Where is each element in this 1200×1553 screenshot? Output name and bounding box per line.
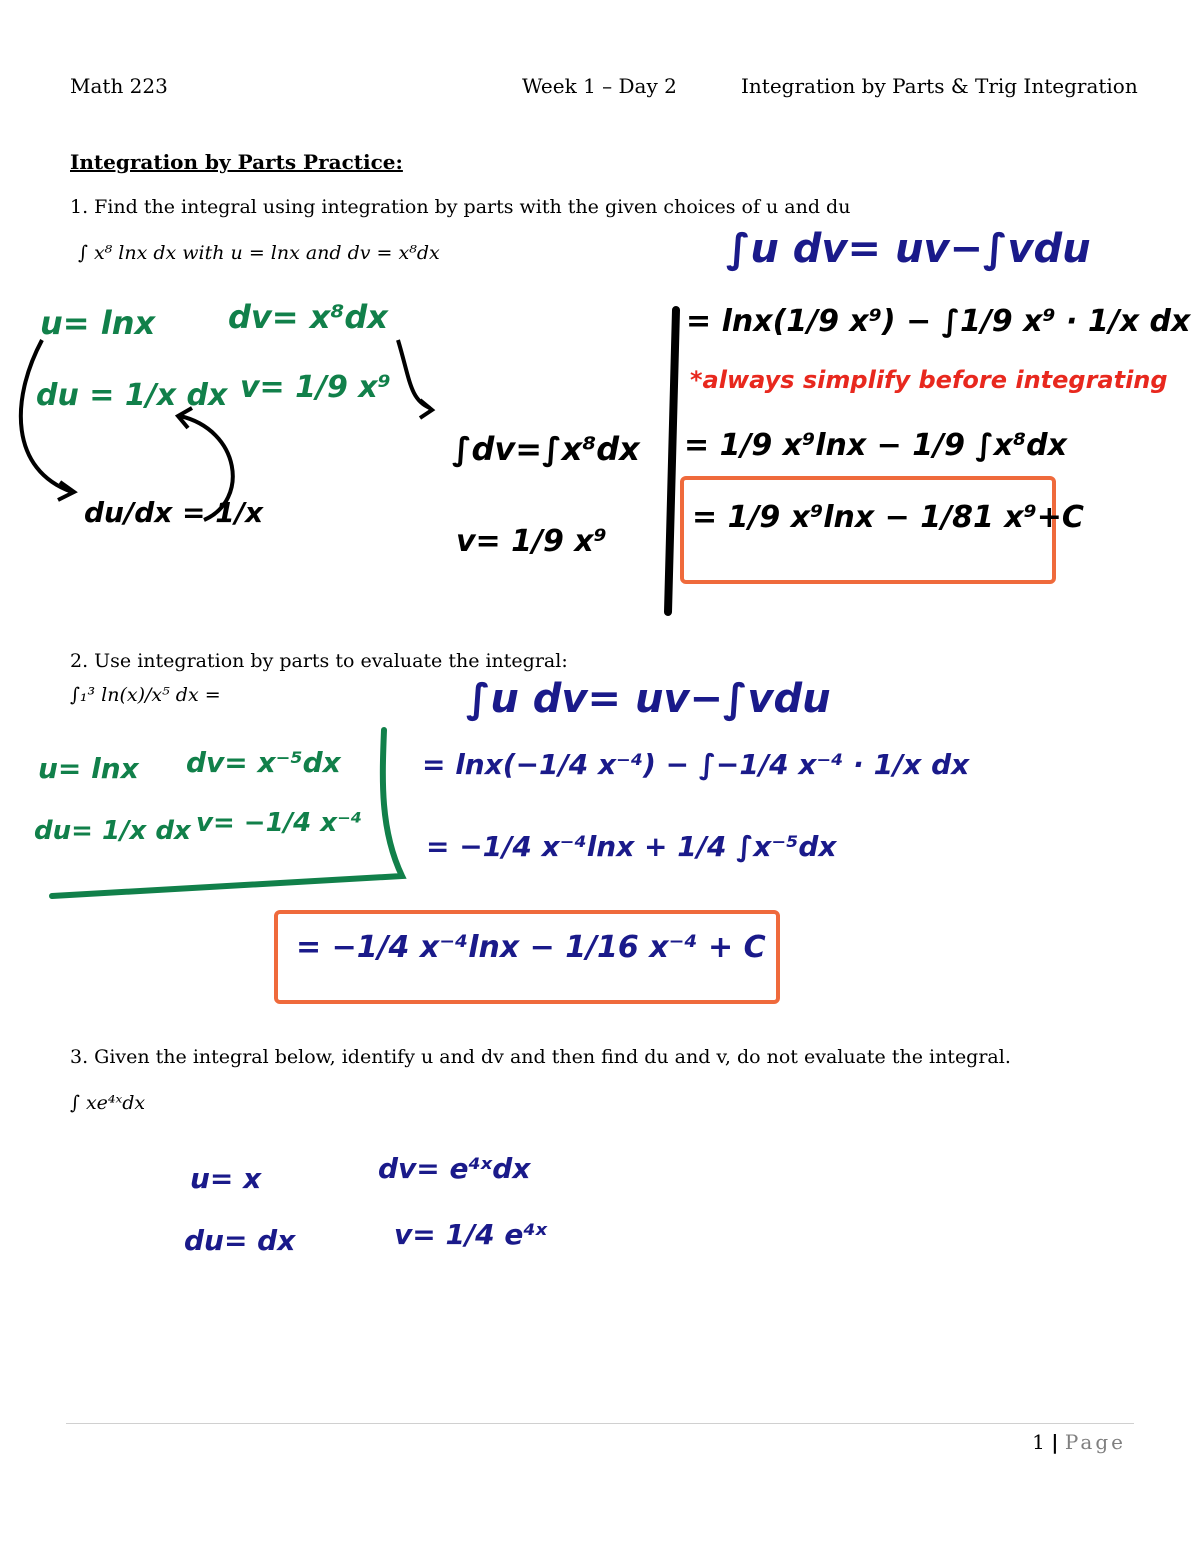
page-label: Page — [1064, 1430, 1126, 1454]
p2-answer: = −1/4 x⁻⁴lnx − 1/16 x⁻⁴ + C — [296, 930, 766, 965]
section-title: Integration by Parts Practice: — [70, 150, 403, 174]
p1-arrow-up-icon — [180, 416, 233, 520]
problem3-given: ∫ xe⁴ˣdx — [70, 1092, 146, 1114]
problem2-prompt: 2. Use integration by parts to evaluate the integral: — [70, 650, 568, 672]
p1-formula: ∫u dv= uv−∫vdu — [726, 226, 1091, 272]
p2-du: du= 1/x dx — [34, 816, 191, 846]
p2-formula: ∫u dv= uv−∫vdu — [466, 676, 831, 722]
header-week: Week 1 – Day 2 — [522, 74, 677, 98]
p1-dudx: du/dx = 1/x — [84, 496, 264, 529]
header-topic: Integration by Parts & Trig Integration — [741, 74, 1138, 98]
problem1-prompt: 1. Find the integral using integration by parts with the given choices of u and du — [70, 196, 851, 218]
p1-v-result: v= 1/9 x⁹ — [456, 524, 607, 559]
p2-line1: = lnx(−1/4 x⁻⁴) − ∫−1/4 x⁻⁴ · 1/x dx — [422, 748, 970, 781]
p1-note: *always simplify before integrating — [690, 366, 1168, 394]
p1-line1: = lnx(1/9 x⁹) − ∫1/9 x⁹ · 1/x dx — [686, 304, 1191, 339]
p2-dv: dv= x⁻⁵dx — [186, 746, 341, 779]
p1-dv: dv= x⁸dx — [228, 298, 388, 336]
p1-divider — [668, 310, 676, 612]
problem3-prompt: 3. Given the integral below, identify u and dv and then find du and v, do not evaluate the integral. — [70, 1046, 1011, 1068]
p1-answer: = 1/9 x⁹lnx − 1/81 x⁹+C — [692, 500, 1084, 535]
p1-du: du = 1/x dx — [36, 378, 228, 413]
problem1-given: ∫ x⁸ lnx dx with u = lnx and dv = x⁸dx — [78, 242, 440, 264]
p2-u: u= lnx — [38, 752, 139, 785]
p1-u: u= lnx — [40, 304, 156, 342]
p1-int-dv: ∫dv=∫x⁸dx — [452, 430, 640, 468]
p1-v: v= 1/9 x⁹ — [240, 370, 391, 405]
page-number: 1 — [1032, 1430, 1045, 1454]
p2-v: v= −1/4 x⁻⁴ — [196, 808, 363, 838]
p3-dv: dv= e⁴ˣdx — [378, 1152, 531, 1185]
p2-green-divider — [52, 730, 402, 896]
p1-arrow-right-icon — [398, 340, 430, 408]
p1-arrow-left-icon — [21, 340, 72, 492]
page-separator: | — [1051, 1430, 1059, 1454]
p3-v: v= 1/4 e⁴ˣ — [394, 1218, 548, 1251]
footer-rule — [66, 1423, 1134, 1424]
p2-line2: = −1/4 x⁻⁴lnx + 1/4 ∫x⁻⁵dx — [426, 830, 837, 863]
p3-du: du= dx — [184, 1224, 296, 1257]
footer — [1032, 1430, 1126, 1454]
problem2-given: ∫₁³ ln(x)/x⁵ dx = — [70, 684, 221, 706]
header-course: Math 223 — [70, 74, 168, 98]
p3-u: u= x — [190, 1162, 262, 1195]
p1-line2: = 1/9 x⁹lnx − 1/9 ∫x⁸dx — [684, 428, 1067, 463]
